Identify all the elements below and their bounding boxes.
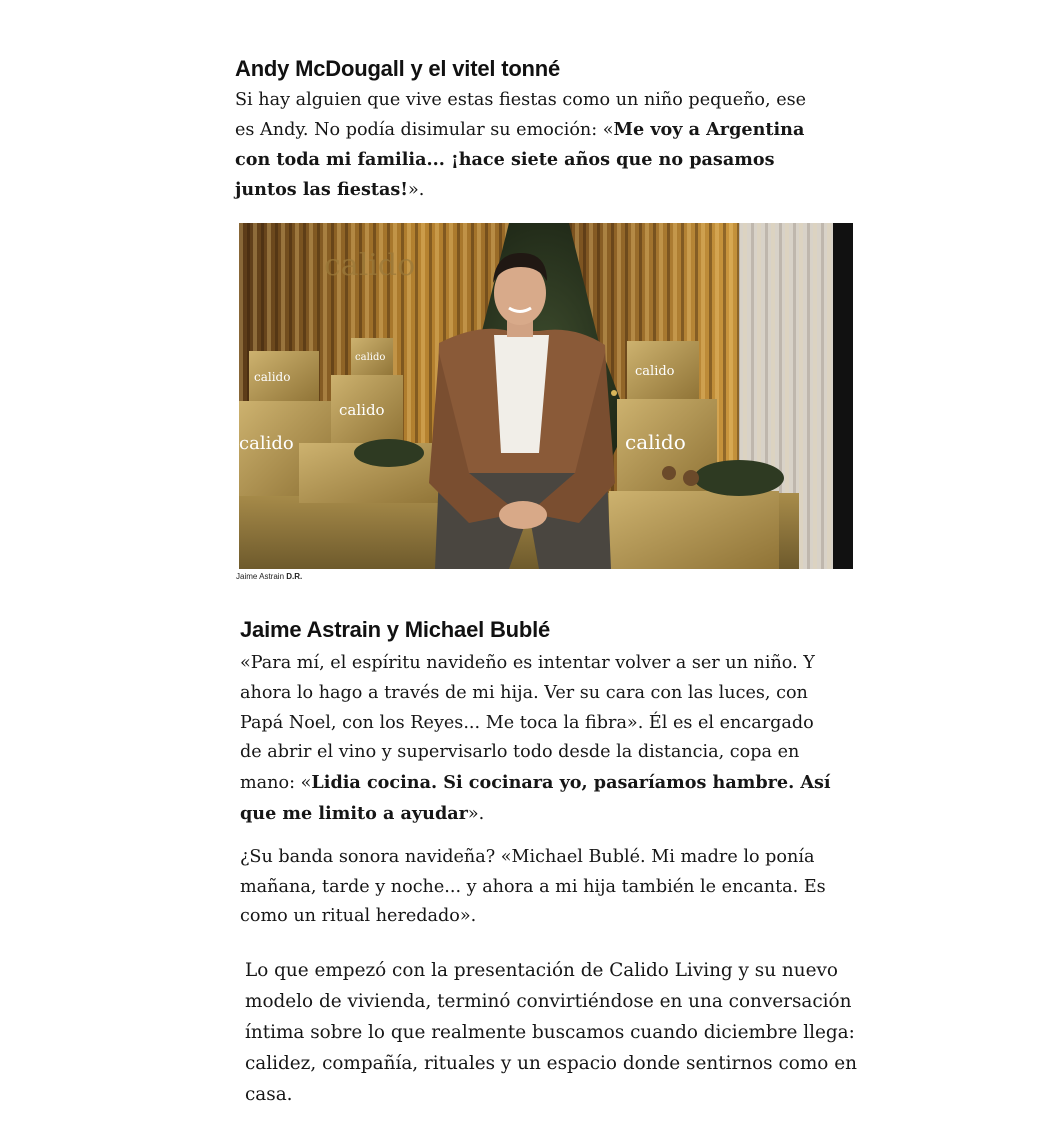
article-photo	[239, 223, 853, 569]
svg-text:calido: calido	[625, 430, 686, 454]
paragraph-andy-end: ».	[408, 180, 425, 200]
photo-caption-name: Jaime Astrain	[236, 572, 285, 581]
photo-caption	[236, 572, 302, 581]
paragraph-andy-quote: Me voy a Argentina con toda mi familia... ¡hace siete años que no pasamos juntos las fiestas!	[235, 119, 805, 200]
brand-text: calido	[324, 248, 416, 283]
brand-text: calido	[339, 401, 385, 419]
paragraph-jaime-1-quote: Lidia cocina. Si cocinara yo, pasaríamos hambre. Así que me limito a ayudar	[240, 772, 831, 824]
photo-caption-credit: D.R.	[286, 572, 303, 581]
heading-jaime: Jaime Astrain y Michael Bublé	[240, 617, 551, 642]
paragraph-andy	[235, 86, 825, 205]
brand-text: calido	[355, 352, 386, 363]
brand-text: calido	[254, 370, 291, 384]
heading-andy: Andy McDougall y el vitel tonné	[235, 56, 561, 81]
brand-text: calido	[635, 364, 675, 379]
paragraph-closing: Lo que empezó con la presentación de Calido Living y su nuevo modelo de vivienda, terminó convirtiéndose en una conversación íntima sobre lo que realmente buscamos cuando diciembre llega: calidez, compañía, rituales y un espacio donde sentirnos como en casa.	[245, 960, 857, 1105]
paragraph-jaime-2: ¿Su banda sonora navideña? «Michael Bublé. Mi madre lo ponía mañana, tarde y noche... y ahora a mi hija también le encanta. Es como un ritual heredado».	[240, 847, 826, 926]
paragraph-jaime-1-end: ».	[467, 803, 485, 824]
paragraph-jaime-1	[240, 649, 840, 830]
paragraph-jaime-1-intro: «Para mí, el espíritu navideño es intentar volver a ser un niño. Y ahora lo hago a través de mi hija. Ver su cara con las luces, con Papá Noel, con los Reyes... Me toca la fibra». Él es el encargado de abrir el vino y supervisarlo todo desde la distancia, copa en mano: «	[240, 653, 815, 794]
paragraph-andy-intro: Si hay alguien que vive estas fiestas como un niño pequeño, ese es Andy. No podía disimular su emoción: «	[235, 90, 807, 140]
brand-text: calido	[239, 433, 294, 454]
